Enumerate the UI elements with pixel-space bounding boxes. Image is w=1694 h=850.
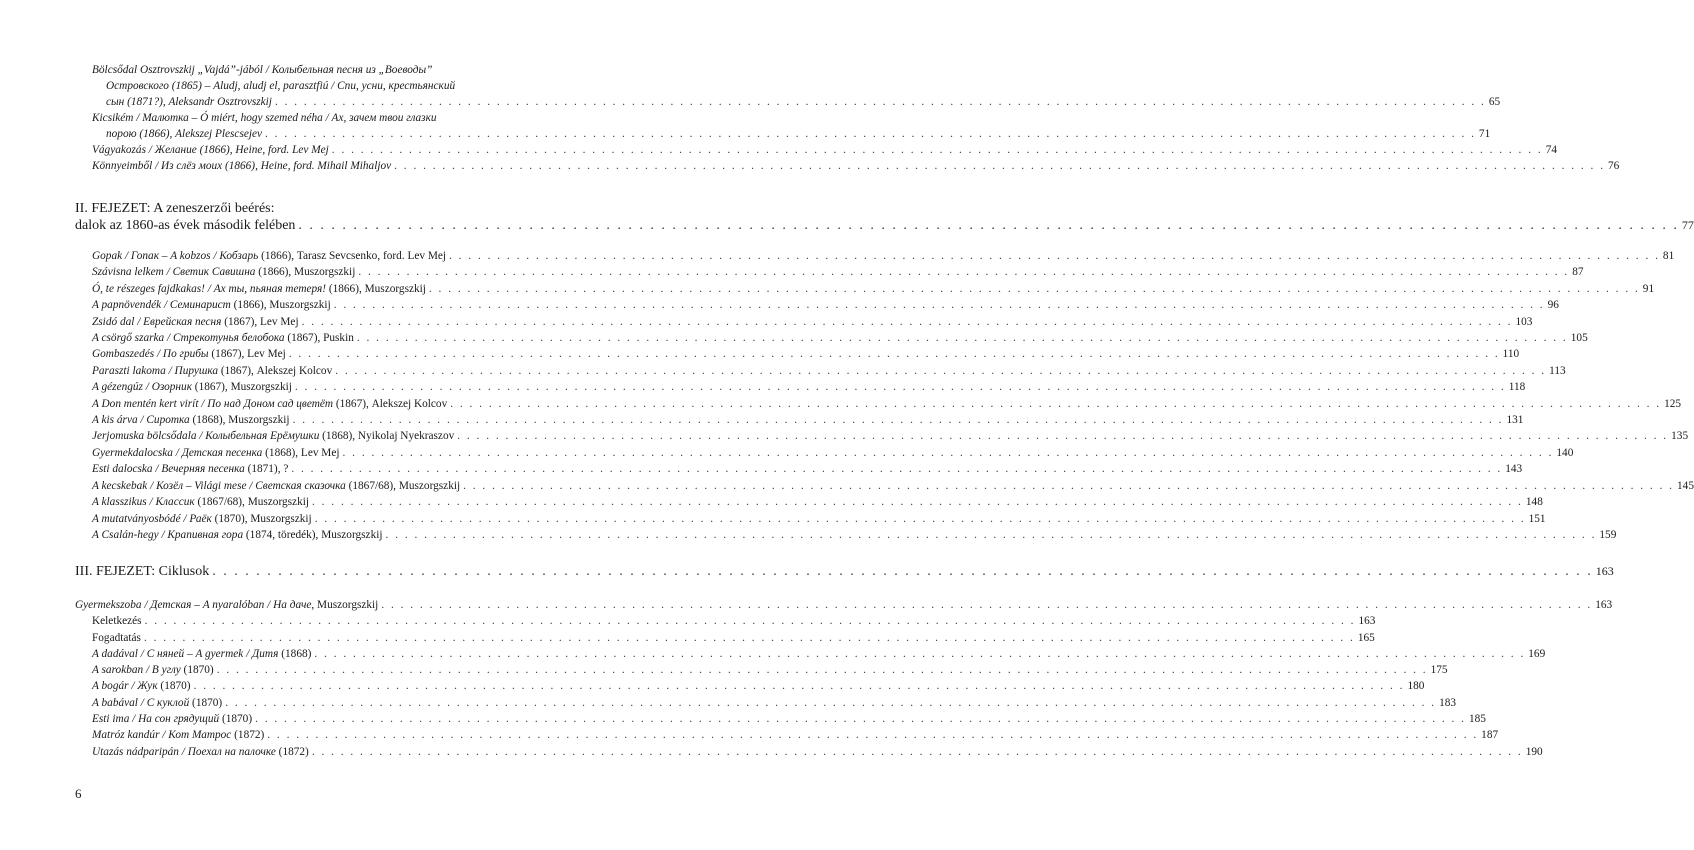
toc-entry: Gopak / Гопак – A kobzos / Кобзарь (1866), Tarasz Sevcsenko, ford. Lev Mej . . . 81 (92, 248, 537, 264)
dot-leader (332, 144, 1543, 156)
toc-entry: Szávisna lelkem / Светик Савишна (1866), Muszorgszkij . . . 87 (92, 264, 537, 280)
dot-leader (144, 632, 1355, 644)
page-ref: 110 (1502, 348, 1520, 361)
toc-entry: Zsidó dal / Еврейская песня (1867), Lev Mej . . . 103 (92, 314, 537, 330)
dot-leader (312, 496, 1523, 508)
page-ref: 180 (1407, 680, 1425, 693)
dot-leader (212, 564, 1593, 579)
toc-entry: A sarokban / В углу (1870) . . . 175 (75, 662, 537, 678)
page-ref: 96 (1547, 299, 1559, 312)
toc-entry: Gyermekszoba / Детская – A nyaralóban / На даче, Muszorgszkij . . . 163 (75, 597, 537, 613)
dot-leader (429, 283, 1640, 295)
entry-line: Островского (1865) – Aludj, aludj el, parasztfiú / Спи, усни, крестьянский (106, 80, 456, 93)
toc-entry: Esti dalocska / Вечерняя песенка (1871), ? . . . 143 (92, 461, 537, 477)
page-ref: 187 (1481, 729, 1499, 742)
dot-leader (295, 381, 1506, 393)
page-ref: 74 (1545, 144, 1557, 156)
toc-entry: Gyermekdalocska / Детская песенка (1868), Lev Mej . . . 140 (92, 445, 537, 461)
chapter-2-line2: dalok az 1860-as évek második felében . . . 77 (75, 217, 537, 234)
page-ref: 183 (1439, 696, 1457, 709)
chapter-3-heading (75, 563, 1614, 580)
page-ref: 175 (1430, 664, 1448, 677)
page-ref: 135 (1671, 430, 1689, 443)
page-ref: 165 (1357, 631, 1375, 644)
toc-entry: A papnövendék / Семинарист (1866), Muszorgszkij . . . 96 (92, 297, 537, 313)
dot-leader (291, 463, 1502, 475)
chapter-2-line1: II. FEJEZET: A zeneszerzői beérés: (75, 201, 275, 216)
page-ref: 145 (1677, 479, 1694, 492)
dot-leader (302, 316, 1513, 328)
page-ref: 148 (1525, 496, 1543, 509)
page-ref: 118 (1508, 381, 1526, 394)
page-ref: 151 (1528, 512, 1546, 525)
toc-entry: A Csalán-hegy / Крапивная гора (1874, töredék), Muszorgszkij . . . 159 (92, 527, 537, 543)
toc-entry: Gombaszedés / По грибы (1867), Lev Mej . . . 110 (92, 346, 537, 362)
toc-entry: Utazás nádparipán / Поехал на палочке (1872) . . . 190 (75, 744, 537, 760)
dot-leader (293, 414, 1504, 426)
toc-entry: A mutatványosbódé / Раёк (1870), Muszorgszkij . . . 151 (92, 511, 537, 527)
toc-entry: Jerjomuska bölcsődala / Колыбельная Ерёмушки (1868), Nyikolaj Nyekraszov . . . 135 (92, 428, 537, 444)
page-ref: 81 (1662, 250, 1675, 262)
dot-leader (449, 250, 1660, 262)
page-ref: 113 (1549, 364, 1566, 377)
toc-entry: A kis árva / Сиротка (1868), Muszorgszkij . . . 131 (92, 412, 537, 428)
page-ref: 185 (1468, 713, 1486, 726)
page-ref: 77 (1681, 218, 1694, 232)
toc-entry: A kecskebak / Козёл – Világi mese / Светская сказочка (1867/68), Muszorgszkij . . . 145 (92, 478, 537, 494)
page-ref: 71 (1478, 128, 1491, 141)
dot-leader (225, 697, 1436, 709)
page-ref: 87 (1572, 266, 1584, 279)
toc-entry-bolcsodal (92, 62, 1501, 111)
dot-leader (255, 713, 1466, 725)
page-ref: 163 (1358, 615, 1376, 628)
dot-leader (457, 430, 1668, 442)
page-ref: 76 (1608, 160, 1620, 172)
dot-leader (463, 480, 1674, 492)
toc-entry-konnyeimbol (92, 158, 1620, 174)
page-ref: 103 (1515, 315, 1533, 328)
dot-leader (267, 729, 1478, 741)
dot-leader (334, 299, 1545, 311)
page-ref: 159 (1599, 528, 1617, 541)
page-ref: 190 (1525, 745, 1543, 758)
dot-leader (265, 128, 1476, 140)
entry-line: Bölcsődal Osztrovszkij „Vajdá”-jából / Колыбельная песня из „Воеводы” (92, 64, 433, 76)
dot-leader (289, 348, 1500, 360)
toc-entry: Matróz kandúr / Кот Матрос (1872) . . . 187 (75, 727, 537, 743)
dot-leader (343, 447, 1554, 459)
page-ref: 140 (1556, 446, 1574, 459)
page-ref: 169 (1528, 647, 1546, 660)
toc-entry: Esti ima / На сон грядущий (1870) . . . 185 (75, 711, 537, 727)
page-ref: 65 (1488, 96, 1501, 109)
chapter-3-entries (75, 597, 1613, 760)
toc-entry: Paraszti lakoma / Пирушка (1867), Alekszej Kolcov . . . 113 (92, 363, 537, 379)
page-ref: 143 (1505, 463, 1523, 476)
dot-leader (194, 680, 1405, 692)
dot-leader (217, 664, 1428, 676)
dot-leader (450, 398, 1661, 410)
page-ref: 131 (1506, 414, 1524, 427)
dot-leader (314, 648, 1525, 660)
dot-leader (357, 332, 1568, 344)
toc-entry: A gézengúz / Озорник (1867), Muszorgszkij . . . 118 (92, 379, 537, 395)
toc-entry: A Don mentén kert virít / По над Доном сад цветёт (1867), Alekszej Kolcov . . . 125 (92, 396, 537, 412)
dot-leader (394, 160, 1605, 172)
dot-leader (315, 513, 1526, 525)
entry-last-line: сын (1871?), Aleksandr Osztrovszkij . . . 65 (92, 94, 537, 110)
page-number: 6 (75, 786, 82, 801)
dot-leader (335, 365, 1546, 377)
dot-leader (275, 96, 1486, 108)
chapter-2-heading (75, 200, 1694, 234)
page-ref: 163 (1595, 564, 1614, 578)
page-ref: 91 (1642, 282, 1655, 295)
dot-leader (381, 599, 1592, 611)
page-ref: 105 (1570, 332, 1588, 345)
entry-last-line: порою (1866), Alekszej Plescsejev . . . 71 (92, 126, 537, 142)
toc-entry: A babával / С куклой (1870) . . . 183 (75, 695, 537, 711)
dot-leader (386, 529, 1597, 541)
toc-entry-kicsikem (92, 110, 1491, 142)
toc-entry: Fogadtatás . . . 165 (75, 630, 537, 646)
entry-line: Kicsikém / Малютка – Ó miért, hogy szemed néha / Ах, зачем твои глазки (92, 112, 437, 124)
page-ref: 125 (1664, 397, 1682, 410)
entry-last-line: Könnyeimből / Из слёз моих (1866), Heine, ford. Mihail Mihaljov . . . 76 (92, 158, 537, 174)
toc-entry: A bogár / Жук (1870) . . . 180 (75, 678, 537, 694)
chapter-3-line1: III. FEJEZET: Ciklusok . . . 163 (75, 563, 537, 580)
toc-entry: Ó, te részeges fajdkakas! / Ах ты, пьяная тетеря! (1866), Muszorgszkij . . . 91 (92, 281, 537, 297)
page-ref: 163 (1595, 599, 1613, 611)
dot-leader (312, 746, 1523, 758)
toc-entry-vagyakozas (92, 142, 1557, 158)
dot-leader (298, 218, 1679, 233)
dot-leader (358, 266, 1569, 278)
toc-entry: A csörgő szarka / Стрекотунья белобока (1867), Puskin . . . 105 (92, 330, 537, 346)
toc-entry: A klasszikus / Классик (1867/68), Muszorgszkij . . . 148 (92, 494, 537, 510)
entry-last-line: Vágyakozás / Желание (1866), Heine, ford. Lev Mej . . . 74 (92, 142, 537, 158)
chapter-2-entries (92, 248, 1694, 543)
dot-leader (145, 615, 1356, 627)
toc-entry: A dadával / С няней – A gyermek / Дитя (1868) . . . 169 (75, 646, 537, 662)
toc-entry: Keletkezés . . . 163 (75, 613, 537, 629)
